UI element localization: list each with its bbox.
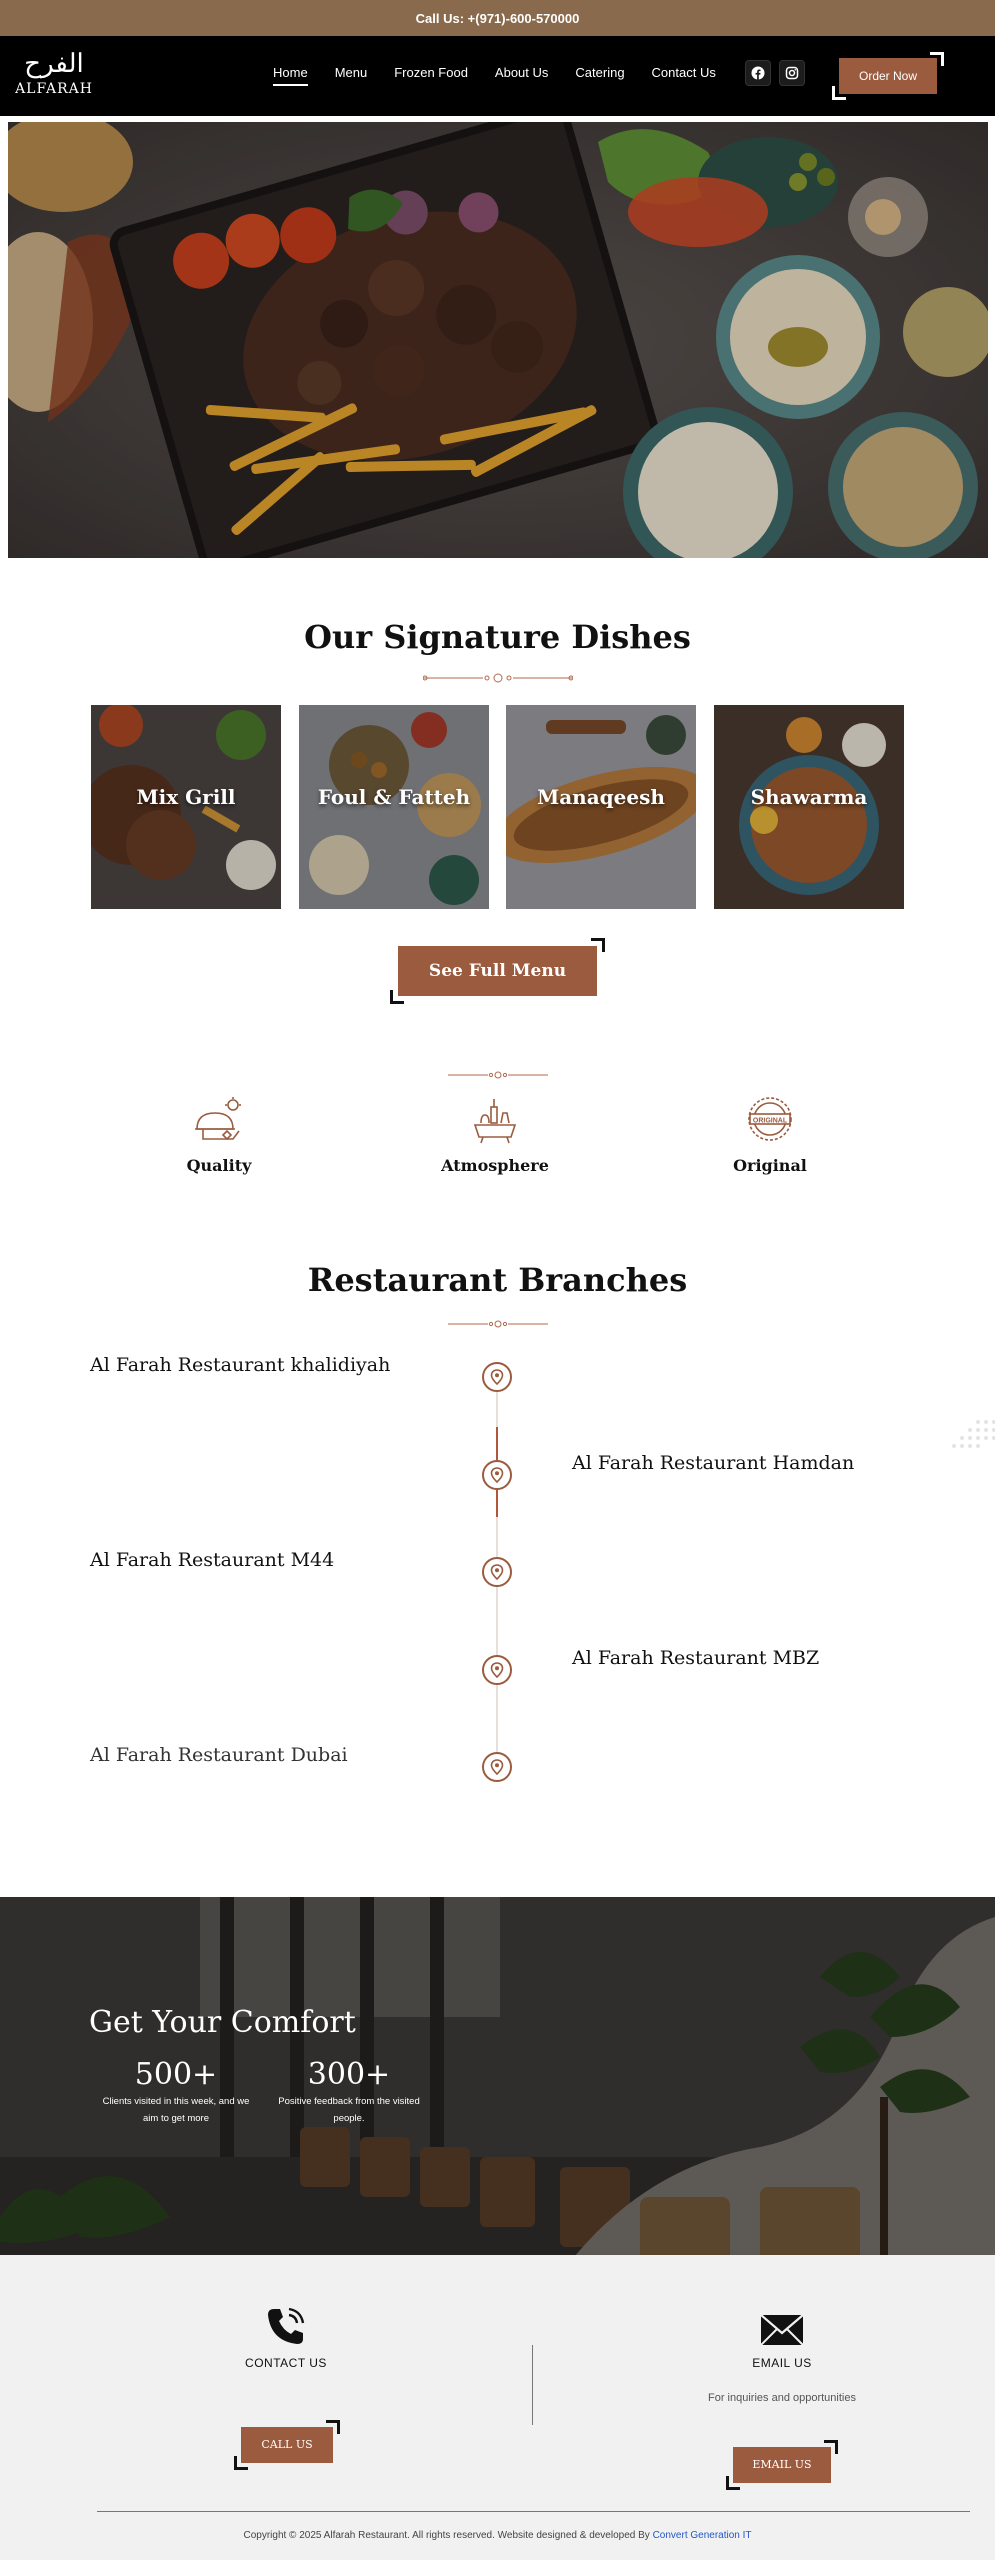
dish-label: Mix Grill [136,785,236,809]
nav-item-frozen-food[interactable]: Frozen Food [394,65,468,80]
dish-label: Shawarma [750,785,868,809]
email-subtitle: For inquiries and opportunities [708,2392,856,2404]
copyright-text: Copyright © 2025 Alfarah Restaurant. All rights reserved. Website designed & developed By [243,2530,653,2541]
instagram-icon[interactable] [779,60,805,86]
dish-card-foul-fatteh[interactable] [299,705,489,909]
nav-menu [273,65,743,86]
contact-call-column [186,2303,386,2370]
contact-us-label: CONTACT US [245,2356,327,2370]
order-now-button[interactable]: Order Now [839,58,937,94]
logo-arabic: الفرح [24,49,84,79]
feature-original [710,1095,830,1175]
feature-atmosphere [435,1095,555,1175]
see-menu-wrapper [390,938,605,1004]
envelope-icon [759,2309,805,2349]
email-us-wrapper [726,2440,838,2490]
location-pin-icon [482,1752,512,1782]
dish-card-mix-grill[interactable] [91,705,281,909]
stat-value: 300+ [307,2057,391,2092]
feature-quality [159,1095,279,1175]
branches-title: Restaurant Branches [307,1261,688,1299]
dish-label: Manaqeesh [537,785,665,809]
hero-food-image [8,122,988,558]
branch-m44[interactable]: Al Farah Restaurant M44 [90,1549,335,1571]
original-badge-icon [744,1095,796,1145]
contact-section [0,2255,995,2560]
food-platter-icon [193,1095,245,1145]
stat-clients [96,2057,256,2127]
contact-separator [532,2345,533,2425]
feature-label: Atmosphere [441,1156,549,1175]
feature-label: Original [733,1156,807,1175]
dish-label: Foul & Fatteh [317,785,471,809]
comfort-title: Get Your Comfort [89,2005,356,2040]
order-now-wrapper [832,52,944,100]
footer-copyright [0,2530,995,2541]
dish-card-shawarma[interactable] [714,705,904,909]
email-us-label: EMAIL US [752,2356,812,2370]
feature-label: Quality [186,1156,252,1175]
developer-link[interactable]: Convert Generation IT [652,2530,752,2541]
branch-hamdan[interactable]: Al Farah Restaurant Hamdan [572,1452,855,1474]
location-pin-icon [482,1557,512,1587]
stat-value: 500+ [134,2057,218,2092]
location-pin-icon [482,1362,512,1392]
svg-text:ORIGINAL: ORIGINAL [752,1117,788,1125]
decorative-dots [948,1418,995,1458]
stat-caption: Positive feedback from the visited people. [278,2096,420,2124]
ornament-divider [0,1069,995,1081]
top-call-bar [0,0,995,36]
comfort-section [0,1897,995,2275]
ornament-divider [0,1318,995,1330]
dish-card-manaqeesh[interactable] [506,705,696,909]
call-us-wrapper [234,2420,340,2470]
call-text[interactable]: Call Us: +(971)-600-570000 [415,11,580,26]
call-us-button[interactable]: CALL US [241,2427,333,2463]
ornament-divider [0,671,995,685]
branch-khalidiyah[interactable]: Al Farah Restaurant khalidiyah [90,1354,391,1376]
nav-item-menu[interactable]: Menu [334,65,368,80]
branch-dubai[interactable]: Al Farah Restaurant Dubai [90,1744,348,1766]
stat-caption: Clients visited in this week, and we aim to get more [102,2096,250,2124]
dining-table-icon [469,1095,521,1145]
contact-email-column [682,2309,882,2404]
stat-feedback [269,2057,429,2127]
email-us-button[interactable]: EMAIL US [733,2447,831,2483]
location-pin-icon [482,1655,512,1685]
phone-icon [263,2303,309,2349]
branch-mbz[interactable]: Al Farah Restaurant MBZ [572,1647,820,1669]
see-full-menu-button[interactable]: See Full Menu [398,946,597,996]
location-pin-icon [482,1460,512,1490]
signature-dishes-title: Our Signature Dishes [304,618,691,656]
nav-item-home[interactable]: Home [273,65,308,86]
main-navbar [0,36,995,116]
nav-item-contact-us[interactable]: Contact Us [651,65,716,80]
brand-logo[interactable] [14,48,94,104]
nav-item-about-us[interactable]: About Us [494,65,549,80]
logo-latin: ALFARAH [15,81,93,97]
footer-divider [97,2511,970,2512]
facebook-icon[interactable] [745,60,771,86]
nav-item-catering[interactable]: Catering [575,65,625,80]
